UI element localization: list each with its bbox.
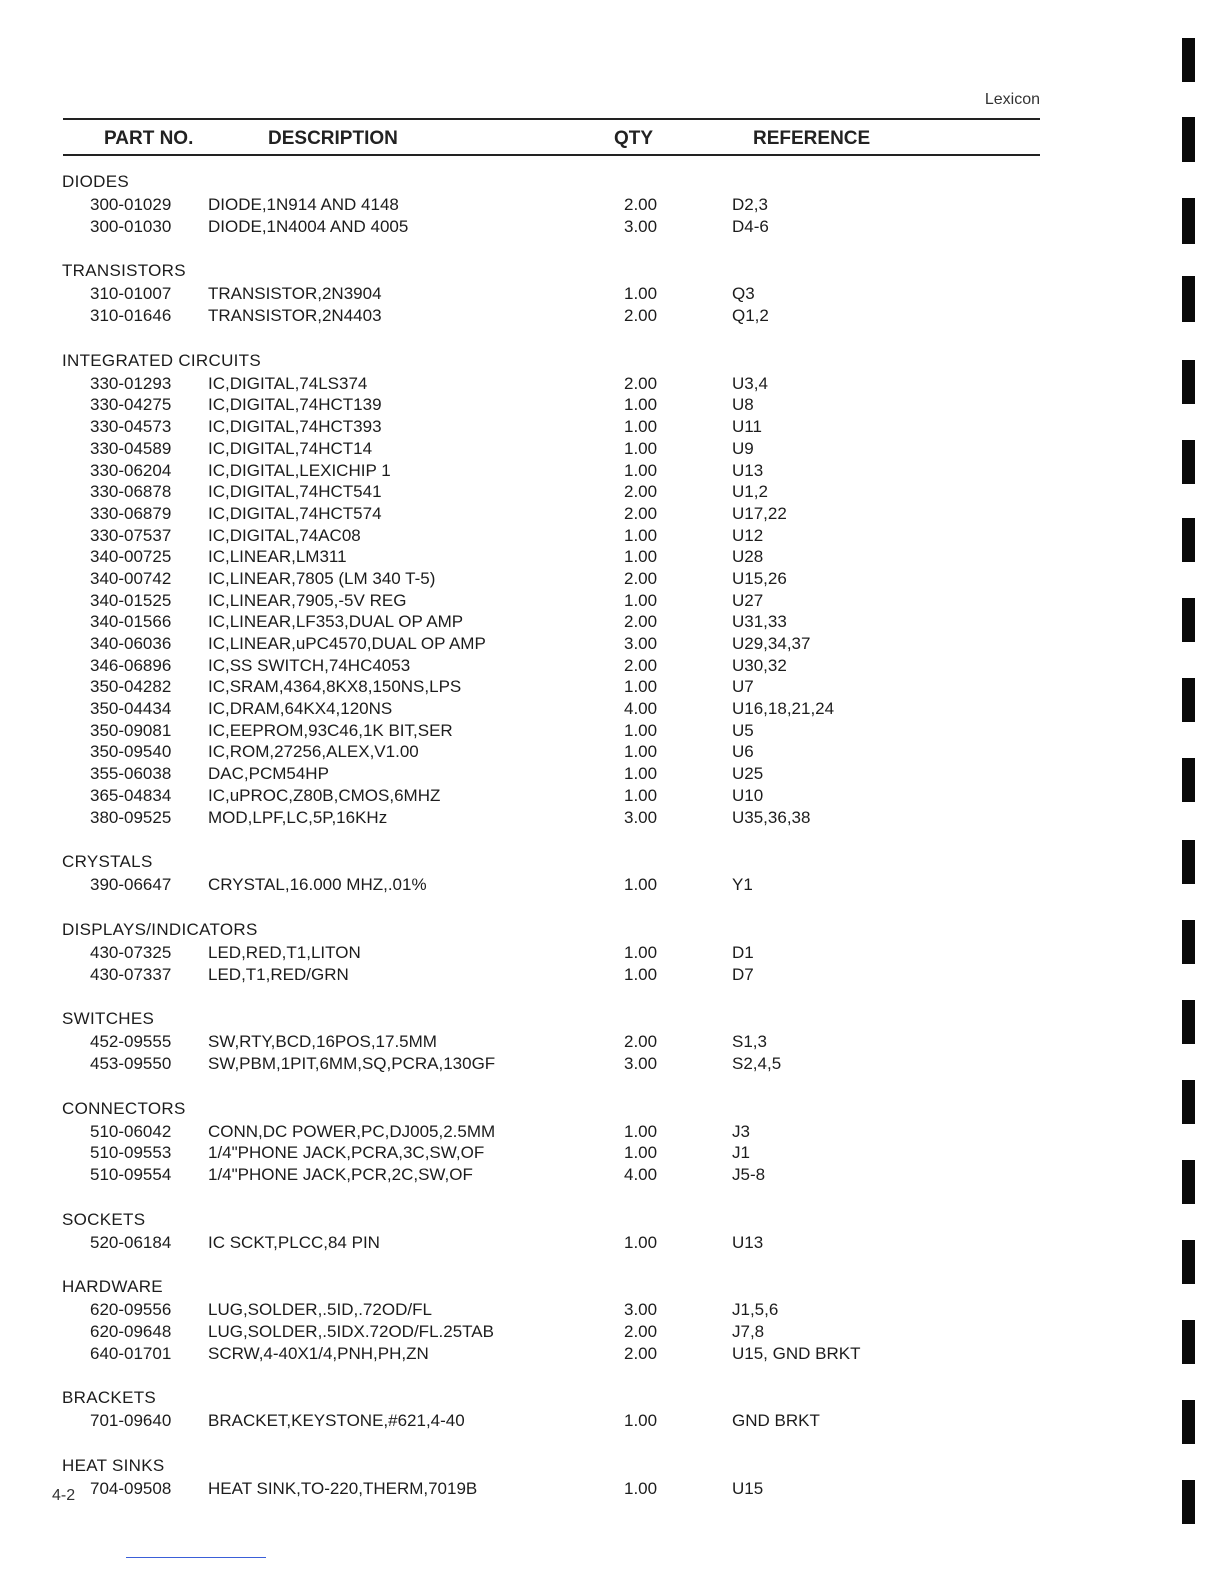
edge-mark — [1182, 920, 1195, 964]
edge-mark — [1182, 1080, 1195, 1124]
part-reference: U15,26 — [732, 568, 787, 588]
part-description: IC,DIGITAL,LEXICHIP 1 — [208, 460, 391, 480]
part-quantity: 1.00 — [624, 764, 658, 784]
table-row — [0, 216, 1224, 238]
part-reference: J7,8 — [732, 1322, 765, 1342]
edge-mark — [1182, 276, 1195, 322]
part-description: IC,SRAM,4364,8KX8,150NS,LPS — [208, 677, 462, 697]
part-quantity: 3.00 — [624, 1300, 658, 1320]
part-number: 701-09640 — [90, 1411, 172, 1431]
table-row — [0, 283, 1224, 305]
part-description: IC,DIGITAL,74HCT541 — [208, 482, 382, 502]
part-reference: U25 — [732, 764, 764, 784]
section-switches — [0, 1007, 1224, 1074]
table-row — [0, 1299, 1224, 1321]
edge-mark — [1182, 38, 1195, 82]
part-reference: Q3 — [732, 284, 755, 304]
part-reference: U9 — [732, 438, 754, 458]
table-row — [0, 720, 1224, 742]
part-description: DIODE,1N914 AND 4148 — [208, 195, 399, 214]
part-description: IC,DIGITAL,74HCT14 — [208, 438, 373, 458]
part-number: 380-09525 — [90, 807, 172, 827]
table-row — [0, 503, 1224, 525]
part-reference: U1,2 — [732, 482, 768, 502]
part-reference: J1 — [732, 1143, 750, 1163]
part-description: IC,LINEAR,LM311 — [208, 547, 347, 567]
table-row — [0, 438, 1224, 460]
part-description: 1/4"PHONE JACK,PCRA,3C,SW,OF — [208, 1143, 485, 1163]
part-description: CRYSTAL,16.000 MHZ,.01% — [208, 875, 427, 895]
part-quantity: 2.00 — [624, 306, 658, 326]
part-quantity: 3.00 — [624, 216, 658, 236]
part-reference: U35,36,38 — [732, 807, 811, 827]
part-description: IC,DIGITAL,74HCT393 — [208, 417, 382, 437]
part-reference: U17,22 — [732, 503, 787, 523]
part-number: 340-00742 — [90, 568, 172, 588]
part-number: 330-04573 — [90, 417, 172, 437]
part-reference: U13 — [732, 460, 764, 480]
part-number: 704-09508 — [90, 1479, 172, 1499]
part-reference: U7 — [732, 677, 754, 697]
part-description: LED,RED,T1,LITON — [208, 942, 361, 962]
part-reference: S1,3 — [732, 1032, 767, 1052]
part-description: LUG,SOLDER,.5IDX.72OD/FL.25TAB — [208, 1322, 494, 1342]
part-description: DIODE,1N4004 AND 4005 — [208, 216, 409, 236]
section-title: SOCKETS — [62, 1209, 146, 1229]
part-quantity: 2.00 — [624, 503, 658, 523]
part-description: MOD,LPF,LC,5P,16KHz — [208, 807, 388, 827]
part-reference: J1,5,6 — [732, 1300, 779, 1320]
part-description: LED,T1,RED/GRN — [208, 964, 349, 984]
part-description: TRANSISTOR,2N4403 — [208, 306, 382, 326]
part-description: IC,LINEAR,uPC4570,DUAL OP AMP — [208, 634, 486, 653]
part-quantity: 1.00 — [624, 417, 658, 437]
part-quantity: 1.00 — [624, 875, 658, 895]
edge-mark — [1182, 1320, 1195, 1364]
edge-mark — [1182, 1160, 1195, 1204]
part-reference: U30,32 — [732, 655, 787, 675]
part-reference: GND BRKT — [732, 1411, 820, 1431]
part-number: 340-06036 — [90, 634, 172, 653]
table-row — [0, 1121, 1224, 1143]
part-number: 355-06038 — [90, 764, 172, 784]
table-row — [0, 416, 1224, 438]
part-number: 330-06878 — [90, 482, 172, 502]
part-number: 330-04589 — [90, 438, 172, 458]
part-quantity: 2.00 — [624, 655, 658, 675]
part-quantity: 1.00 — [624, 942, 658, 962]
part-number: 330-06879 — [90, 503, 172, 523]
section-title: TRANSISTORS — [62, 261, 186, 281]
part-number: 330-07537 — [90, 525, 172, 545]
part-description: DAC,PCM54HP — [208, 764, 329, 784]
part-quantity: 1.00 — [624, 1121, 658, 1141]
edge-mark — [1182, 1480, 1195, 1524]
column-header-reference: REFERENCE — [753, 128, 871, 149]
section-title: DIODES — [62, 172, 129, 191]
part-description: IC,EEPROM,93C46,1K BIT,SER — [208, 720, 453, 740]
part-quantity: 3.00 — [624, 1053, 658, 1073]
part-number: 310-01646 — [90, 306, 172, 326]
part-number: 340-00725 — [90, 547, 172, 567]
part-number: 620-09556 — [90, 1300, 172, 1320]
part-reference: U6 — [732, 742, 754, 762]
section-title: CRYSTALS — [62, 852, 153, 872]
edge-mark — [1182, 117, 1195, 162]
part-number: 390-06647 — [90, 875, 172, 895]
part-reference: U13 — [732, 1232, 764, 1252]
part-quantity: 1.00 — [624, 677, 658, 697]
part-description: IC,DIGITAL,74AC08 — [208, 525, 361, 545]
table-row — [0, 460, 1224, 482]
part-quantity: 1.00 — [624, 525, 658, 545]
part-description: SCRW,4-40X1/4,PNH,PH,ZN — [208, 1343, 429, 1363]
part-number: 300-01029 — [90, 195, 172, 214]
part-reference: U8 — [732, 395, 754, 415]
part-description: CONN,DC POWER,PC,DJ005,2.5MM — [208, 1121, 496, 1141]
table-row — [0, 546, 1224, 568]
part-description: IC,LINEAR,7805 (LM 340 T-5) — [208, 568, 436, 588]
column-header-qty: QTY — [614, 128, 654, 149]
table-row — [0, 655, 1224, 677]
table-row — [0, 633, 1224, 655]
part-reference: U28 — [732, 547, 764, 567]
edge-mark — [1182, 440, 1195, 484]
header-rule-bottom — [63, 154, 1040, 156]
edge-mark — [1182, 1000, 1195, 1044]
part-quantity: 1.00 — [624, 284, 658, 304]
part-number: 452-09555 — [90, 1032, 172, 1052]
part-number: 510-09554 — [90, 1165, 172, 1184]
edge-mark — [1182, 198, 1195, 244]
part-description: IC,ROM,27256,ALEX,V1.00 — [208, 742, 419, 762]
part-quantity: 1.00 — [624, 1143, 658, 1163]
part-quantity: 1.00 — [624, 720, 658, 740]
table-row — [0, 611, 1224, 633]
part-quantity: 3.00 — [624, 807, 658, 827]
section-title: BRACKETS — [62, 1388, 157, 1408]
table-row — [0, 785, 1224, 807]
part-quantity: 2.00 — [624, 1322, 658, 1342]
section-hardware — [0, 1275, 1224, 1364]
section-transistors — [0, 259, 1224, 326]
part-reference: J3 — [732, 1121, 750, 1141]
part-reference: U15 — [732, 1479, 764, 1499]
section-title: SWITCHES — [62, 1009, 155, 1029]
part-quantity: 1.00 — [624, 547, 658, 567]
section-title: HEAT SINKS — [62, 1456, 165, 1476]
part-number: 430-07337 — [90, 964, 172, 984]
table-row — [0, 481, 1224, 503]
part-reference: Y1 — [732, 875, 753, 895]
part-quantity: 1.00 — [624, 438, 658, 458]
table-row — [0, 194, 1224, 216]
part-number: 350-04282 — [90, 677, 172, 697]
part-reference: U5 — [732, 720, 754, 740]
part-number: 346-06896 — [90, 655, 172, 675]
table-row — [0, 525, 1224, 547]
part-reference: D1 — [732, 942, 754, 962]
table-row — [0, 305, 1224, 327]
table-row — [0, 568, 1224, 590]
table-row — [0, 394, 1224, 416]
table-row — [0, 1343, 1224, 1365]
table-row — [0, 1031, 1224, 1053]
part-number: 330-01293 — [90, 373, 172, 393]
section-title: HARDWARE — [62, 1277, 163, 1297]
table-row — [0, 1410, 1224, 1432]
part-description: IC,DIGITAL,74HCT574 — [208, 503, 382, 523]
section-integrated-circuits — [0, 349, 1224, 828]
part-reference: U15, GND BRKT — [732, 1343, 861, 1363]
header-rule-top — [63, 118, 1040, 120]
section-diodes — [0, 170, 1224, 237]
part-quantity: 1.00 — [624, 590, 658, 610]
part-reference: U29,34,37 — [732, 634, 811, 653]
part-quantity: 1.00 — [624, 1479, 658, 1499]
table-row — [0, 1321, 1224, 1343]
part-quantity: 2.00 — [624, 373, 658, 393]
table-row — [0, 590, 1224, 612]
edge-mark — [1182, 678, 1195, 722]
table-row — [0, 874, 1224, 896]
edge-mark — [1182, 1400, 1195, 1444]
part-reference: S2,4,5 — [732, 1053, 782, 1073]
part-reference: J5-8 — [732, 1165, 766, 1184]
table-row — [0, 676, 1224, 698]
part-description: BRACKET,KEYSTONE,#621,4-40 — [208, 1411, 465, 1431]
part-description: SW,PBM,1PIT,6MM,SQ,PCRA,130GF — [208, 1053, 496, 1073]
part-reference: U10 — [732, 785, 764, 805]
part-number: 340-01525 — [90, 590, 172, 610]
section-brackets — [0, 1386, 1224, 1432]
part-quantity: 1.00 — [624, 785, 658, 805]
table-row — [0, 1164, 1224, 1186]
table-row — [0, 373, 1224, 395]
part-reference: D7 — [732, 964, 754, 984]
section-sockets — [0, 1208, 1224, 1254]
table-row — [0, 807, 1224, 829]
part-quantity: 3.00 — [624, 634, 658, 653]
part-number: 510-06042 — [90, 1121, 172, 1141]
part-quantity: 4.00 — [624, 699, 658, 719]
part-quantity: 1.00 — [624, 395, 658, 415]
part-description: IC,LINEAR,LF353,DUAL OP AMP — [208, 612, 464, 632]
part-reference: U27 — [732, 590, 764, 610]
section-displays-indicators — [0, 918, 1224, 985]
part-number: 330-04275 — [90, 395, 172, 415]
table-row — [0, 1053, 1224, 1075]
part-description: IC SCKT,PLCC,84 PIN — [208, 1232, 380, 1252]
section-crystals — [0, 850, 1224, 896]
part-quantity: 2.00 — [624, 612, 658, 632]
part-number: 310-01007 — [90, 284, 172, 304]
part-number: 430-07325 — [90, 942, 172, 962]
edge-mark — [1182, 840, 1195, 884]
part-reference: U31,33 — [732, 612, 787, 632]
part-quantity: 2.00 — [624, 1343, 658, 1363]
part-quantity: 1.00 — [624, 742, 658, 762]
part-number: 350-09081 — [90, 720, 172, 740]
table-row — [0, 741, 1224, 763]
section-title: DISPLAYS/INDICATORS — [62, 919, 258, 939]
part-description: IC,uPROC,Z80B,CMOS,6MHZ — [208, 785, 441, 805]
section-heat-sinks — [0, 1454, 1224, 1500]
part-reference: U11 — [732, 417, 762, 437]
section-title: INTEGRATED CIRCUITS — [62, 350, 262, 370]
part-reference: U12 — [732, 525, 764, 545]
part-reference: D4-6 — [732, 216, 769, 236]
part-quantity: 2.00 — [624, 195, 658, 214]
part-description: IC,DIGITAL,74LS374 — [208, 373, 368, 393]
part-description: 1/4"PHONE JACK,PCR,2C,SW,OF — [208, 1165, 473, 1184]
part-number: 620-09648 — [90, 1322, 172, 1342]
part-quantity: 1.00 — [624, 460, 658, 480]
table-row — [0, 1478, 1224, 1500]
part-number: 330-06204 — [90, 460, 172, 480]
part-quantity: 2.00 — [624, 568, 658, 588]
column-header-part: PART NO. — [104, 128, 194, 149]
part-description: HEAT SINK,TO-220,THERM,7019B — [208, 1479, 478, 1499]
parts-list — [0, 170, 1224, 1522]
table-row — [0, 964, 1224, 986]
part-quantity: 1.00 — [624, 1411, 658, 1431]
part-quantity: 2.00 — [624, 1032, 658, 1052]
edge-mark — [1182, 598, 1195, 642]
part-description: IC,SS SWITCH,74HC4053 — [208, 655, 411, 675]
table-row — [0, 1232, 1224, 1254]
part-number: 640-01701 — [90, 1343, 172, 1363]
part-number: 520-06184 — [90, 1232, 172, 1252]
part-number: 453-09550 — [90, 1053, 172, 1073]
part-description: LUG,SOLDER,.5ID,.72OD/FL — [208, 1300, 432, 1320]
part-quantity: 4.00 — [624, 1165, 658, 1184]
part-description: SW,RTY,BCD,16POS,17.5MM — [208, 1032, 437, 1052]
part-number: 350-04434 — [90, 699, 172, 719]
section-title: CONNECTORS — [62, 1098, 186, 1118]
part-number: 365-04834 — [90, 785, 172, 805]
part-quantity: 1.00 — [624, 1232, 658, 1252]
table-row — [0, 942, 1224, 964]
edge-mark — [1182, 360, 1195, 404]
part-number: 300-01030 — [90, 216, 172, 236]
part-quantity: 2.00 — [624, 482, 658, 502]
part-reference: U3,4 — [732, 373, 768, 393]
table-row — [0, 1142, 1224, 1164]
part-reference: Q1,2 — [732, 306, 769, 326]
part-reference: U16,18,21,24 — [732, 699, 835, 719]
part-description: IC,DRAM,64KX4,120NS — [208, 699, 393, 719]
part-reference: D2,3 — [732, 195, 768, 214]
part-number: 510-09553 — [90, 1143, 172, 1163]
part-quantity: 1.00 — [624, 964, 658, 984]
section-connectors — [0, 1097, 1224, 1186]
edge-mark — [1182, 1240, 1195, 1284]
column-header-description: DESCRIPTION — [268, 128, 398, 149]
part-description: TRANSISTOR,2N3904 — [208, 284, 382, 304]
table-row — [0, 763, 1224, 785]
part-description: IC,LINEAR,7905,-5V REG — [208, 590, 407, 610]
table-row — [0, 698, 1224, 720]
brand-label: Lexicon — [984, 91, 1040, 108]
part-description: IC,DIGITAL,74HCT139 — [208, 395, 382, 415]
footer-line — [126, 1557, 266, 1558]
edge-mark — [1182, 758, 1195, 802]
part-number: 340-01566 — [90, 612, 172, 632]
edge-mark — [1182, 518, 1195, 562]
part-number: 350-09540 — [90, 742, 172, 762]
page-number: 4-2 — [52, 1487, 76, 1504]
